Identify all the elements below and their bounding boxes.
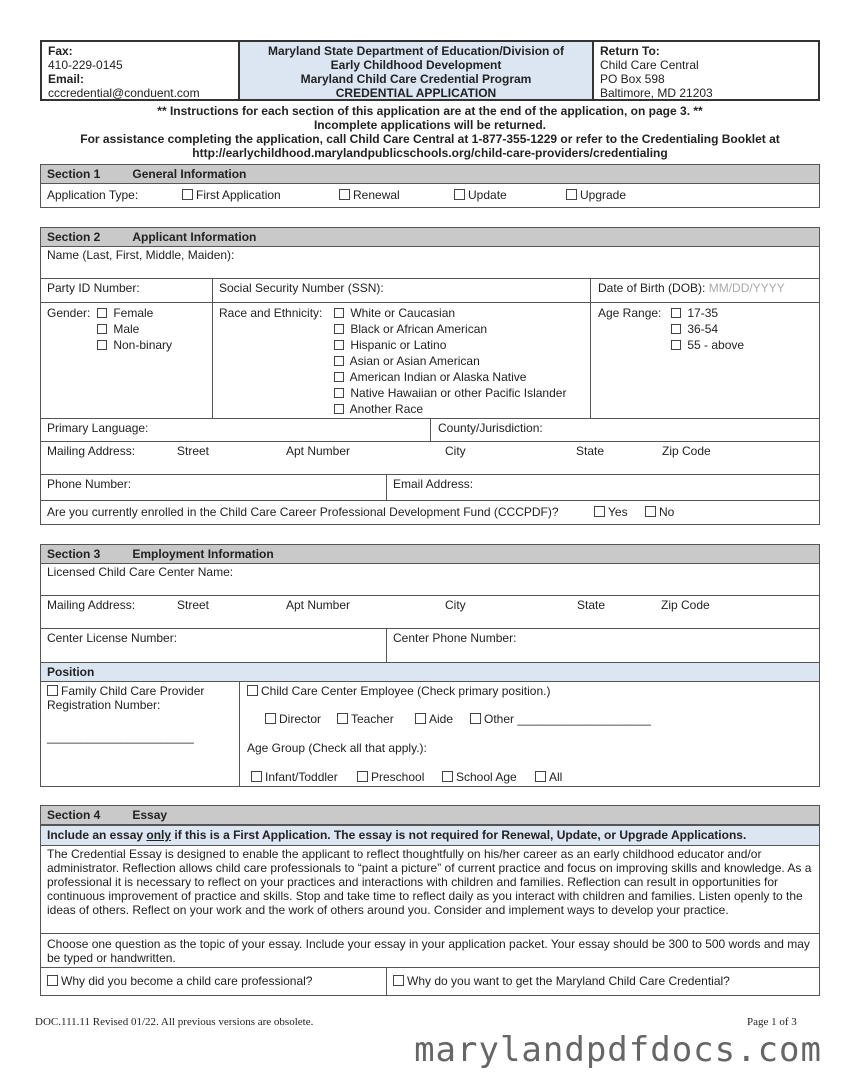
race-asian-checkbox[interactable]: Asian or Asian American <box>334 353 566 369</box>
essay-description: The Credential Essay is designed to enable the applicant to reflect thoughtfully on his/her career as an early childhood educator and/or administrator. Reflection allows child care professionals to “paint a picture” of current practice and focus on improving skills and knowledge. As a professional it is necessary to reflect on your practices and interactions with children and families. Reflection can result in opportunities for continuous improvement of practice and skills. Stop and take time to reflect daily as you interact with children and families. Listen openly to the ideas of others. Reflect on your work and the work of others around you. Consider and implement ways to develop your practice. <box>47 847 812 917</box>
agency-line1: Maryland State Department of Education/Division of <box>267 44 565 58</box>
race-options <box>334 305 566 417</box>
demographics-row <box>40 303 820 419</box>
checkbox-icon <box>97 340 107 350</box>
checkbox-icon <box>645 506 656 517</box>
instructions-link[interactable]: http://earlychildhood.marylandpublicschools.org/child-care-providers/credentialing <box>192 146 668 160</box>
cccpdf-row <box>40 501 820 525</box>
center-zip-label: Zip Code <box>661 598 710 612</box>
position-title: Position <box>47 665 95 679</box>
application-type-row <box>40 184 820 208</box>
divider <box>430 419 431 441</box>
mailing-address-label: Mailing Address: <box>47 444 136 458</box>
divider <box>212 303 213 418</box>
race-pacific-islander-checkbox[interactable]: Native Hawaiian or other Pacific Islander <box>334 385 566 401</box>
program-name: Maryland Child Care Credential Program <box>300 72 532 86</box>
age-group-label: Age Group (Check all that apply.): <box>247 741 427 755</box>
checkbox-icon <box>470 713 481 724</box>
update-checkbox[interactable]: Update <box>454 188 507 202</box>
center-name-row[interactable] <box>40 564 820 596</box>
apt-label: Apt Number <box>286 444 351 458</box>
checkbox-icon <box>265 713 276 724</box>
checkbox-icon <box>339 189 350 200</box>
age-36-54-checkbox[interactable]: 36-54 <box>671 321 744 337</box>
registration-label: Registration Number: <box>47 698 161 712</box>
checkbox-icon <box>454 189 465 200</box>
checkbox-icon <box>337 713 348 724</box>
state-label: State <box>576 444 605 458</box>
zip-label: Zip Code <box>662 444 711 458</box>
checkbox-icon <box>334 404 344 414</box>
position-header <box>40 662 820 682</box>
cccpdf-question: Are you currently enrolled in the Child Care Career Professional Development Fund (CCCPDF)? <box>47 505 559 519</box>
center-license-field[interactable]: Center License Number: <box>47 631 178 645</box>
return-label: Return To: <box>600 44 660 58</box>
form-header <box>40 40 820 101</box>
gender-female-checkbox[interactable]: Female <box>97 305 172 321</box>
phone-field[interactable]: Phone Number: <box>47 477 132 491</box>
ssn-field[interactable]: Social Security Number (SSN): <box>219 281 384 295</box>
dob-field[interactable]: Date of Birth (DOB): MM/DD/YYYY <box>598 281 785 295</box>
checkbox-icon <box>97 324 107 334</box>
section3-number: Section 3 <box>47 547 101 561</box>
aide-checkbox[interactable]: Aide <box>415 712 453 726</box>
section2-title: Applicant Information <box>132 230 257 244</box>
checkbox-icon <box>47 685 58 696</box>
essay-notice-pre: Include an essay <box>47 828 147 842</box>
cccpdf-yes-checkbox[interactable]: Yes <box>594 505 628 519</box>
infant-toddler-checkbox[interactable]: Infant/Toddler <box>251 770 338 784</box>
race-native-american-checkbox[interactable]: American Indian or Alaska Native <box>334 369 566 385</box>
divider <box>590 279 591 302</box>
name-label: Name (Last, First, Middle, Maiden): <box>47 248 235 262</box>
center-name-label: Licensed Child Care Center Name: <box>47 565 234 579</box>
name-row[interactable] <box>40 247 820 279</box>
school-age-checkbox[interactable]: School Age <box>442 770 517 784</box>
street-label: Street <box>177 444 210 458</box>
instructions-line3: For assistance completing the application, call Child Care Central at 1-877-355-1229 or refer to the Credentialing Booklet at <box>80 132 780 146</box>
checkbox-icon <box>334 308 344 318</box>
section4-header <box>40 805 820 825</box>
preschool-checkbox[interactable]: Preschool <box>357 770 424 784</box>
checkbox-icon <box>535 771 546 782</box>
checkbox-icon <box>334 324 344 334</box>
renewal-checkbox[interactable]: Renewal <box>339 188 400 202</box>
divider <box>212 279 213 302</box>
race-label: Race and Ethnicity: <box>219 306 323 320</box>
checkbox-icon <box>566 189 577 200</box>
party-id-field[interactable]: Party ID Number: <box>47 281 140 295</box>
instructions <box>40 104 820 160</box>
essay-instructions: Choose one question as the topic of your essay. Include your essay in your application packet. Your essay should be 300 to 500 words and may be typed or handwritten. <box>47 937 810 965</box>
dob-placeholder: MM/DD/YYYY <box>708 281 785 295</box>
section3-header <box>40 544 820 564</box>
fax-label: Fax: <box>48 44 73 58</box>
checkbox-icon <box>671 340 681 350</box>
age-17-35-checkbox[interactable]: 17-35 <box>671 305 744 321</box>
instructions-line2: Incomplete applications will be returned. <box>313 118 547 132</box>
application-type-label: Application Type: <box>47 188 139 202</box>
race-hispanic-checkbox[interactable]: Hispanic or Latino <box>334 337 566 353</box>
form-title: CREDENTIAL APPLICATION <box>335 86 497 100</box>
divider <box>386 629 387 662</box>
checkbox-icon <box>334 372 344 382</box>
checkbox-icon <box>334 356 344 366</box>
gender-options <box>97 305 172 353</box>
center-street-label: Street <box>177 598 210 612</box>
checkbox-icon <box>671 308 681 318</box>
teacher-checkbox[interactable]: Teacher <box>337 712 394 726</box>
registration-number-field[interactable]: ______________________ <box>47 730 194 744</box>
checkbox-icon <box>247 685 258 696</box>
question1-checkbox[interactable]: Why did you become a child care professional? <box>47 974 312 988</box>
checkbox-icon <box>357 771 368 782</box>
section1-number: Section 1 <box>47 167 101 181</box>
checkbox-icon <box>47 975 58 986</box>
mailing-address-row[interactable] <box>40 442 820 475</box>
essay-questions-row <box>40 968 820 996</box>
checkbox-icon <box>334 388 344 398</box>
position-row <box>40 682 820 787</box>
question2-checkbox[interactable]: Why do you want to get the Maryland Child Care Credential? <box>393 974 730 988</box>
divider <box>239 682 240 786</box>
section4-title: Essay <box>132 808 168 822</box>
return-name: Child Care Central <box>600 58 699 72</box>
checkbox-icon <box>182 189 193 200</box>
first-application-checkbox[interactable]: First Application <box>182 188 281 202</box>
divider <box>386 475 387 500</box>
gender-label: Gender: <box>47 306 91 320</box>
age-range-options <box>671 305 744 353</box>
county-field[interactable]: County/Jurisdiction: <box>438 421 543 435</box>
id-row <box>40 279 820 303</box>
cccpdf-no-checkbox[interactable]: No <box>645 505 674 519</box>
gender-male-checkbox[interactable]: Male <box>97 321 172 337</box>
center-employee-checkbox[interactable]: Child Care Center Employee (Check primary position.) <box>247 684 550 698</box>
agency-block <box>238 42 594 99</box>
race-white-checkbox[interactable]: White or Caucasian <box>334 305 566 321</box>
section4-number: Section 4 <box>47 808 101 822</box>
upgrade-checkbox[interactable]: Upgrade <box>566 188 626 202</box>
contact-email: cccredential@conduent.com <box>48 86 200 100</box>
checkbox-icon <box>334 340 344 350</box>
center-mailing-label: Mailing Address: <box>47 598 136 612</box>
agency-line2: Early Childhood Development <box>330 58 502 72</box>
family-provider-checkbox[interactable]: Family Child Care Provider <box>47 684 204 698</box>
city-label: City <box>445 444 466 458</box>
email-label: Email: <box>48 72 85 86</box>
race-another-checkbox[interactable]: Another Race <box>334 401 566 417</box>
contact-row <box>40 475 820 501</box>
divider <box>386 968 387 995</box>
center-city-label: City <box>445 598 466 612</box>
checkbox-icon <box>671 324 681 334</box>
email-field[interactable]: Email Address: <box>393 477 474 491</box>
document-id: DOC.111.11 Revised 01/22. All previous versions are obsolete. <box>35 1016 314 1028</box>
return-block <box>594 42 818 99</box>
age-range-label: Age Range: <box>598 306 662 320</box>
return-po: PO Box 598 <box>600 72 665 86</box>
section2-header <box>40 227 820 247</box>
checkbox-icon <box>594 506 605 517</box>
director-checkbox[interactable]: Director <box>265 712 321 726</box>
center-apt-label: Apt Number <box>286 598 351 612</box>
age-55-above-checkbox[interactable]: 55 - above <box>671 337 744 353</box>
section1-title: General Information <box>132 167 247 181</box>
essay-notice-only: only <box>146 828 172 842</box>
other-checkbox[interactable]: Other ____________________ <box>470 712 651 726</box>
gender-nonbinary-checkbox[interactable]: Non-binary <box>97 337 172 353</box>
essay-notice <box>40 825 820 846</box>
divider <box>590 303 591 418</box>
checkbox-icon <box>442 771 453 782</box>
center-mailing-row[interactable] <box>40 596 820 629</box>
watermark: marylandpdfdocs.com <box>414 1030 822 1070</box>
essay-notice-post: if this is a First Application. The essay is not required for Renewal, Update, or Upgrade Applications. <box>171 828 747 842</box>
all-ages-checkbox[interactable]: All <box>535 770 562 784</box>
center-state-label: State <box>577 598 606 612</box>
checkbox-icon <box>393 975 404 986</box>
center-phone-field[interactable]: Center Phone Number: <box>393 631 517 645</box>
page-number: Page 1 of 3 <box>747 1016 797 1028</box>
primary-language-field[interactable]: Primary Language: <box>47 421 149 435</box>
race-black-checkbox[interactable]: Black or African American <box>334 321 566 337</box>
instructions-line1: ** Instructions for each section of this application are at the end of the application, on page 3. ** <box>157 104 703 118</box>
center-license-row <box>40 629 820 663</box>
section3-title: Employment Information <box>132 547 274 561</box>
checkbox-icon <box>415 713 426 724</box>
language-row <box>40 419 820 442</box>
section1-header <box>40 164 820 184</box>
checkbox-icon <box>97 308 107 318</box>
return-city: Baltimore, MD 21203 <box>600 86 713 100</box>
fax-number: 410-229-0145 <box>48 58 123 72</box>
checkbox-icon <box>251 771 262 782</box>
section2-number: Section 2 <box>47 230 101 244</box>
contact-block <box>42 42 238 99</box>
